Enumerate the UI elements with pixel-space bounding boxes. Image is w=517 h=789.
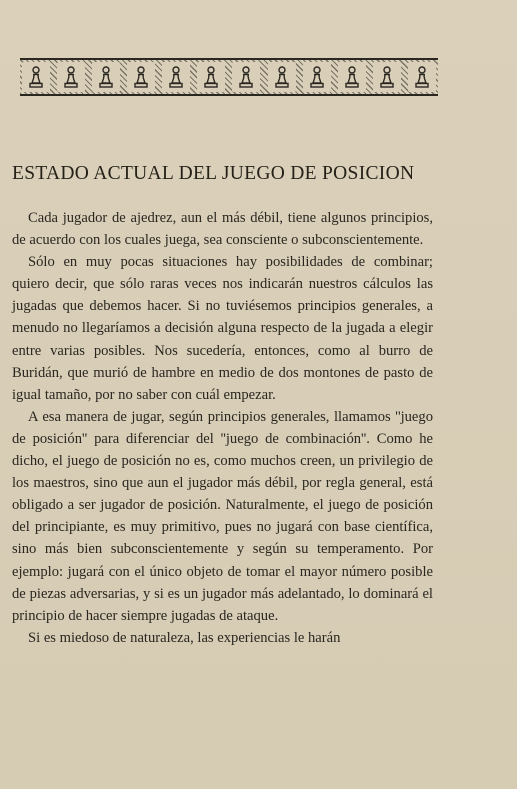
chapter-title: ESTADO ACTUAL DEL JUEGO DE POSICION [12, 163, 415, 184]
chess-pawn-icon [373, 62, 401, 92]
chess-pawn-icon [197, 62, 225, 92]
chess-pawn-icon [268, 62, 296, 92]
chess-pawn-icon [162, 62, 190, 92]
paragraph-1: Cada jugador de ajedrez, aun el más débil, tiene algunos principios, de acuerdo con los cuales juega, sea consciente o subconscientemente. [12, 210, 433, 249]
paragraph-3: A esa manera de jugar, según principios generales, llamamos ''juego de posición'' para diferenciar del ''juego de combinación''. Como he dicho, el juego de posición no es, como muchos creen, un privilegio de los maestros, sino que aun el jugador más débil, por regla general, está obligado a ser jugador de posición. Naturalmente, el juego de posición del principiante, es muy primitivo, pues no jugará con base científica, sino más bien subconscientemente y según su temperamento. Por ejemplo: jugará con el único objeto de tomar el mayor número posible de piezas adversarias, y si es un jugador más adelantado, lo dominará el principio de hacer siempre jugadas de ataque. [12, 408, 433, 624]
paragraph-4: Si es miedoso de naturaleza, las experiencias le harán [28, 629, 341, 646]
chess-pawn-icon [22, 62, 50, 92]
chess-pawn-icon [232, 62, 260, 92]
chess-pawn-icon [408, 62, 436, 92]
chess-pawn-icon [92, 62, 120, 92]
paragraph-2: Sólo en muy pocas situaciones hay posibilidades de combinar; quiero decir, que sólo raras veces nos indicarán nuestros cálculos las jugadas que debemos hacer. Si no tuviésemos principios generales, a menudo no llegaríamos a decisión alguna respecto de la jugada a elegir entre varias posibles. Nos sucedería, entonces, como al burro de Buridán, que murió de hambre en medio de dos montones de pasto de igual tamaño, por no saber con cuál empezar. [12, 254, 433, 403]
chess-pawn-icon [303, 62, 331, 92]
chess-pawn-ornament-band [20, 58, 438, 96]
chess-pawn-icon [57, 62, 85, 92]
chess-pawn-icon [127, 62, 155, 92]
body-text [12, 207, 433, 649]
chess-pawn-icon [338, 62, 366, 92]
